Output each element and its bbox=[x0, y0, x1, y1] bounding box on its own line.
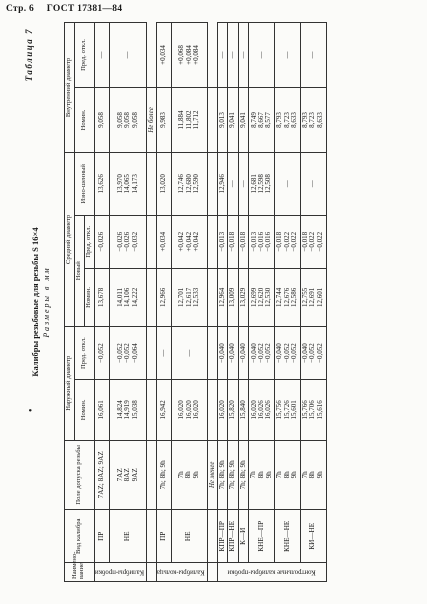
inner-nominal-value: 11,884 bbox=[177, 110, 186, 130]
note-row bbox=[146, 23, 156, 582]
middle-nominal-value: 14,222 bbox=[130, 287, 139, 308]
middle-deviation bbox=[156, 215, 171, 268]
tolerance-field-value: 7h bbox=[275, 471, 284, 479]
gauge-kind: К—И bbox=[238, 510, 249, 563]
middle-deviation-value: +0,042 bbox=[184, 231, 193, 252]
inner-nominal-value: 8,723 bbox=[308, 112, 317, 128]
middle-worn-value: 14,065 bbox=[123, 174, 132, 194]
inner-nominal bbox=[275, 87, 301, 152]
inner-deviation bbox=[249, 23, 275, 88]
middle-nominal bbox=[109, 268, 146, 326]
outer-nominal-value: 16,020 bbox=[191, 400, 200, 420]
middle-worn-value: 12,746 bbox=[177, 174, 186, 194]
middle-nominal-value: 12,744 bbox=[275, 287, 284, 308]
inner-nominal-value: 8,577 bbox=[264, 112, 273, 128]
outer-nominal-value: 15,840 bbox=[238, 400, 247, 420]
inner-nominal bbox=[238, 87, 249, 152]
rotated-table-sheet bbox=[24, 22, 404, 582]
middle-worn-value: — bbox=[238, 180, 247, 188]
middle-worn-value: 14,173 bbox=[130, 174, 139, 194]
gauge-kind: ПР bbox=[94, 510, 109, 563]
table-body bbox=[94, 23, 326, 582]
col-inner: Внутренний диаметр bbox=[65, 23, 75, 153]
outer-nominal-value: 16,020 bbox=[177, 400, 186, 420]
middle-nominal-value: 12,966 bbox=[159, 287, 168, 308]
middle-deviation-value: −0,018 bbox=[301, 231, 310, 252]
outer-deviation-value: −0,052 bbox=[115, 343, 124, 363]
col-middle-new: Новый bbox=[74, 215, 84, 326]
inner-deviation bbox=[300, 23, 326, 88]
middle-worn-value: 13,970 bbox=[115, 174, 124, 194]
middle-nominal-value: 14,011 bbox=[115, 287, 124, 307]
inner-deviation-value: — bbox=[217, 51, 226, 59]
tolerance-field-value: 7h bbox=[176, 471, 185, 479]
table-subtitle: Размеры в мм bbox=[42, 266, 51, 338]
outer-deviation-value: −0,040 bbox=[217, 343, 226, 363]
outer-nominal-value: 15,601 bbox=[290, 400, 299, 420]
outer-nominal bbox=[109, 380, 146, 440]
outer-deviation-value: −0,052 bbox=[282, 343, 291, 363]
col-name: Наимено-вание bbox=[65, 563, 95, 582]
page-number: Стр. 6 bbox=[6, 4, 35, 14]
middle-worn-value: 12,946 bbox=[217, 174, 226, 194]
middle-deviation-value: −0,022 bbox=[282, 231, 291, 252]
inner-deviation-value: — bbox=[257, 51, 266, 59]
col-inner-dev: Пред. откл. bbox=[74, 23, 94, 88]
note-cell: Не более bbox=[146, 87, 156, 152]
middle-deviation bbox=[249, 215, 275, 268]
tolerance-field bbox=[156, 440, 171, 510]
outer-nominal bbox=[238, 380, 249, 440]
middle-nominal-value: 12,676 bbox=[282, 287, 291, 308]
middle-worn-value: — bbox=[228, 180, 237, 188]
inner-nominal-value: 9,041 bbox=[228, 112, 237, 128]
inner-nominal bbox=[94, 87, 109, 152]
note-cell bbox=[207, 563, 217, 582]
outer-deviation-value: −0,052 bbox=[97, 343, 106, 363]
outer-nominal-value: 14,824 bbox=[115, 400, 124, 420]
middle-deviation-value: −0,026 bbox=[115, 231, 124, 252]
inner-deviation-value: — bbox=[97, 51, 106, 59]
note-cell bbox=[146, 268, 156, 326]
outer-deviation-value: — bbox=[184, 349, 193, 357]
middle-deviation-value: −0,022 bbox=[290, 231, 299, 252]
gauge-kind: НЕ bbox=[109, 510, 146, 563]
col-outer: Наружный диаметр bbox=[65, 326, 75, 440]
middle-worn-value: — bbox=[282, 180, 291, 188]
note-cell bbox=[146, 215, 156, 268]
group-label: Калибры-пробки bbox=[94, 563, 146, 582]
middle-worn bbox=[94, 152, 109, 215]
middle-nominal-value: 13,009 bbox=[228, 287, 237, 308]
middle-worn bbox=[275, 152, 301, 215]
note-cell bbox=[146, 563, 156, 582]
middle-nominal-value: 12,601 bbox=[315, 287, 324, 308]
page-header bbox=[6, 4, 421, 20]
inner-nominal-value: 9,058 bbox=[97, 112, 106, 128]
outer-nominal-value: 16,942 bbox=[159, 400, 168, 420]
outer-deviation bbox=[217, 326, 228, 379]
outer-deviation bbox=[171, 326, 207, 379]
tolerance-field bbox=[217, 440, 228, 510]
middle-deviation-value: −0,022 bbox=[308, 231, 317, 252]
middle-nominal-value: 12,620 bbox=[257, 287, 266, 308]
tolerance-field-value: 9h bbox=[264, 471, 273, 479]
note-cell: Не менее bbox=[207, 440, 217, 510]
middle-nominal-value: 14,106 bbox=[123, 287, 132, 308]
table-row bbox=[109, 23, 146, 582]
inner-nominal bbox=[217, 87, 228, 152]
outer-deviation-value: −0,040 bbox=[249, 343, 258, 363]
table-row bbox=[238, 23, 249, 582]
outer-nominal-value: 15,616 bbox=[315, 400, 324, 420]
outer-nominal-value: 15,820 bbox=[228, 400, 237, 420]
note-cell bbox=[207, 510, 217, 563]
table-row bbox=[300, 23, 326, 582]
inner-deviation bbox=[228, 23, 239, 88]
tolerance-field-value: 7h bbox=[300, 471, 309, 479]
tolerance-field-value: 9h bbox=[290, 471, 299, 479]
standard-number: ГОСТ 17381—84 bbox=[46, 4, 123, 14]
inner-deviation-value: — bbox=[308, 51, 317, 59]
middle-deviation-value: −0,026 bbox=[97, 231, 106, 252]
inner-nominal-value: 8,723 bbox=[282, 112, 291, 128]
middle-nominal bbox=[156, 268, 171, 326]
gauge-kind: КИ—НЕ bbox=[300, 510, 326, 563]
tolerance-field-value: 7AZ bbox=[115, 468, 124, 482]
tolerance-field-value: 7h bbox=[249, 471, 258, 479]
outer-nominal-value: 16,026 bbox=[264, 400, 273, 420]
inner-nominal-value: 11,712 bbox=[191, 110, 200, 130]
inner-nominal bbox=[171, 87, 207, 152]
middle-deviation-value: −0,016 bbox=[257, 231, 266, 252]
outer-nominal-value: 16,026 bbox=[257, 400, 266, 420]
middle-deviation bbox=[217, 215, 228, 268]
inner-nominal-value: 8,633 bbox=[290, 112, 299, 128]
middle-worn bbox=[238, 152, 249, 215]
note-cell bbox=[146, 326, 156, 379]
inner-nominal-value: 9,983 bbox=[159, 112, 168, 128]
note-cell bbox=[207, 152, 217, 215]
tolerance-field bbox=[238, 440, 249, 510]
inner-deviation bbox=[217, 23, 228, 88]
note-cell bbox=[207, 87, 217, 152]
inner-nominal bbox=[300, 87, 326, 152]
outer-deviation bbox=[300, 326, 326, 379]
tolerance-field-value: 9h bbox=[315, 471, 324, 479]
middle-nominal bbox=[228, 268, 239, 326]
middle-nominal-value: 12,964 bbox=[217, 287, 226, 308]
middle-nominal-value: 12,755 bbox=[301, 287, 310, 308]
middle-nominal-value: 13,678 bbox=[97, 287, 106, 308]
col-field: Поле допуска резьбы bbox=[65, 440, 95, 510]
tolerance-field bbox=[275, 440, 301, 510]
middle-nominal bbox=[171, 268, 207, 326]
middle-deviation bbox=[238, 215, 249, 268]
middle-worn-value: — bbox=[308, 180, 317, 188]
note-cell bbox=[207, 326, 217, 379]
middle-deviation bbox=[275, 215, 301, 268]
inner-deviation-value: +0,084 bbox=[191, 45, 200, 65]
outer-nominal-value: 16,061 bbox=[97, 400, 106, 420]
middle-worn-value: 13,626 bbox=[97, 174, 106, 194]
tolerance-field-value: 7AZ; 8AZ; 9AZ bbox=[97, 451, 106, 499]
middle-worn-value: 13,020 bbox=[159, 174, 168, 194]
middle-nominal-value: 12,617 bbox=[184, 287, 193, 308]
middle-deviation-value: −0,018 bbox=[238, 231, 247, 252]
outer-nominal-value: 15,706 bbox=[308, 400, 317, 420]
outer-nominal bbox=[249, 380, 275, 440]
note-cell bbox=[207, 380, 217, 440]
outer-deviation-value: −0,040 bbox=[275, 343, 284, 363]
col-inner-nom: Номин. bbox=[74, 87, 94, 152]
col-middle: Средний диаметр bbox=[65, 152, 75, 326]
gauge-kind: КПР—НЕ bbox=[228, 510, 239, 563]
inner-nominal bbox=[109, 87, 146, 152]
outer-nominal-value: 14,919 bbox=[123, 400, 132, 420]
inner-nominal-value: 8,793 bbox=[275, 112, 284, 128]
middle-deviation bbox=[94, 215, 109, 268]
tolerance-field bbox=[300, 440, 326, 510]
table-label: Таблица 7 bbox=[24, 28, 34, 82]
inner-nominal bbox=[228, 87, 239, 152]
middle-deviation-value: −0,016 bbox=[264, 231, 273, 252]
inner-deviation-value: — bbox=[282, 51, 291, 59]
tolerance-field-value: 8h bbox=[184, 471, 193, 479]
col-middle-worn: Изно-шенный bbox=[74, 152, 94, 215]
inner-deviation bbox=[109, 23, 146, 88]
table-row bbox=[275, 23, 301, 582]
note-cell bbox=[207, 215, 217, 268]
outer-deviation bbox=[156, 326, 171, 379]
col-outer-dev: Пред. откл. bbox=[74, 326, 94, 379]
outer-nominal-value: 15,756 bbox=[275, 400, 284, 420]
middle-nominal bbox=[249, 268, 275, 326]
middle-worn bbox=[109, 152, 146, 215]
inner-deviation-value: — bbox=[238, 51, 247, 59]
outer-deviation-value: −0,052 bbox=[315, 343, 324, 363]
middle-worn bbox=[217, 152, 228, 215]
table-row bbox=[228, 23, 239, 582]
table-title: Калибры резьбовые для резьбы S 16×4 bbox=[30, 227, 40, 377]
tolerance-field bbox=[94, 440, 109, 510]
tolerance-field bbox=[249, 440, 275, 510]
outer-deviation-value: −0,040 bbox=[238, 343, 247, 363]
middle-worn-value: 12,680 bbox=[184, 174, 193, 194]
outer-nominal-value: 15,038 bbox=[130, 400, 139, 420]
inner-nominal-value: 9,058 bbox=[123, 112, 132, 128]
table-row bbox=[217, 23, 228, 582]
inner-nominal-value: 9,058 bbox=[115, 112, 124, 128]
note-cell bbox=[146, 510, 156, 563]
middle-deviation bbox=[228, 215, 239, 268]
inner-deviation bbox=[171, 23, 207, 88]
inner-deviation bbox=[94, 23, 109, 88]
inner-nominal-value: 9,041 bbox=[238, 112, 247, 128]
outer-nominal-value: 16,020 bbox=[184, 400, 193, 420]
middle-nominal bbox=[238, 268, 249, 326]
col-outer-nom: Номин. bbox=[74, 380, 94, 440]
table-row bbox=[94, 23, 109, 582]
outer-nominal bbox=[156, 380, 171, 440]
tolerance-field-value: 9h bbox=[191, 471, 200, 479]
tolerance-field bbox=[171, 440, 207, 510]
middle-nominal bbox=[300, 268, 326, 326]
middle-nominal-value: 12,691 bbox=[308, 287, 317, 308]
note-row bbox=[207, 23, 217, 582]
outer-deviation-value: −0,052 bbox=[290, 343, 299, 363]
group-label: Калибры-кольца bbox=[156, 563, 207, 582]
outer-deviation bbox=[238, 326, 249, 379]
outer-deviation-value: −0,052 bbox=[123, 343, 132, 363]
col-middle-dev: Пред. откл. bbox=[84, 215, 94, 268]
gauge-table bbox=[64, 22, 327, 582]
group-label: Контрольные калибры-пробки bbox=[217, 563, 326, 582]
middle-deviation-value: −0,013 bbox=[217, 231, 226, 252]
inner-nominal-value: 11,802 bbox=[184, 110, 193, 130]
middle-nominal-value: 12,699 bbox=[249, 287, 258, 308]
inner-deviation bbox=[275, 23, 301, 88]
inner-nominal-value: 9,058 bbox=[130, 112, 139, 128]
middle-deviation bbox=[300, 215, 326, 268]
outer-deviation-value: −0,040 bbox=[228, 343, 237, 363]
outer-nominal bbox=[94, 380, 109, 440]
gauge-kind: КНЕ—ПР bbox=[249, 510, 275, 563]
gauge-kind: ПР bbox=[156, 510, 171, 563]
middle-nominal-value: 12,530 bbox=[264, 287, 273, 308]
bullet-mark: • bbox=[26, 408, 37, 412]
middle-nominal-value: 12,533 bbox=[191, 287, 200, 308]
outer-nominal-value: 16,020 bbox=[217, 400, 226, 420]
middle-deviation-value: −0,022 bbox=[315, 231, 324, 252]
tolerance-field-value: 8h bbox=[308, 471, 317, 479]
middle-nominal bbox=[217, 268, 228, 326]
middle-deviation-value: +0,042 bbox=[191, 231, 200, 252]
tolerance-field-value: 7h; 8h; 9h bbox=[159, 460, 168, 490]
middle-nominal-value: 13,029 bbox=[238, 287, 247, 308]
tolerance-field bbox=[228, 440, 239, 510]
gauge-kind: КНЕ—НЕ bbox=[275, 510, 301, 563]
inner-nominal-value: 9,013 bbox=[217, 112, 226, 128]
outer-nominal-value: 15,726 bbox=[282, 400, 291, 420]
tolerance-field-value: 7h; 8h; 9h bbox=[217, 460, 226, 490]
gauge-kind: КПР—ПР bbox=[217, 510, 228, 563]
middle-worn-value: 12,590 bbox=[191, 174, 200, 194]
inner-deviation-value: — bbox=[123, 51, 132, 59]
middle-nominal bbox=[94, 268, 109, 326]
outer-nominal bbox=[275, 380, 301, 440]
tolerance-field-value: 7h; 8h; 9h bbox=[228, 460, 237, 490]
tolerance-field-value: 9AZ bbox=[130, 468, 139, 482]
middle-worn bbox=[249, 152, 275, 215]
outer-deviation-value: −0,052 bbox=[264, 343, 273, 363]
col-kind: Вид калибра bbox=[65, 510, 95, 563]
note-cell bbox=[146, 152, 156, 215]
middle-worn bbox=[171, 152, 207, 215]
middle-worn-value: 12,598 bbox=[257, 174, 266, 194]
inner-nominal bbox=[156, 87, 171, 152]
middle-nominal-value: 12,586 bbox=[290, 287, 299, 308]
outer-nominal bbox=[217, 380, 228, 440]
outer-nominal-value: 16,020 bbox=[249, 400, 258, 420]
middle-deviation bbox=[171, 215, 207, 268]
middle-deviation-value: −0,032 bbox=[130, 231, 139, 252]
middle-deviation-value: −0,013 bbox=[249, 231, 258, 252]
col-middle-nom: Номин. bbox=[84, 268, 94, 326]
inner-deviation bbox=[156, 23, 171, 88]
inner-nominal bbox=[249, 87, 275, 152]
outer-deviation bbox=[249, 326, 275, 379]
tolerance-field bbox=[109, 440, 146, 510]
inner-deviation-value: +0,068 bbox=[177, 45, 186, 65]
tolerance-field-value: 8AZ bbox=[123, 468, 132, 482]
middle-nominal-value: 12,701 bbox=[177, 287, 186, 308]
tolerance-field-value: 7h; 8h; 9h bbox=[238, 460, 247, 490]
middle-deviation-value: −0,018 bbox=[228, 231, 237, 252]
middle-worn-value: 12,508 bbox=[264, 174, 273, 194]
outer-nominal bbox=[300, 380, 326, 440]
table-row bbox=[249, 23, 275, 582]
outer-deviation-value: −0,052 bbox=[308, 343, 317, 363]
outer-nominal bbox=[171, 380, 207, 440]
outer-nominal-value: 15,766 bbox=[301, 400, 310, 420]
note-cell bbox=[207, 268, 217, 326]
outer-deviation-value: −0,064 bbox=[130, 343, 139, 363]
outer-deviation bbox=[228, 326, 239, 379]
note-cell bbox=[146, 440, 156, 510]
middle-worn bbox=[228, 152, 239, 215]
inner-nominal-value: 8,793 bbox=[301, 112, 310, 128]
outer-deviation-value: −0,040 bbox=[301, 343, 310, 363]
inner-nominal-value: 8,667 bbox=[257, 112, 266, 128]
middle-deviation bbox=[109, 215, 146, 268]
inner-deviation-value: — bbox=[228, 51, 237, 59]
outer-deviation bbox=[94, 326, 109, 379]
middle-nominal bbox=[275, 268, 301, 326]
inner-deviation-value: +0,084 bbox=[184, 45, 193, 65]
table-row bbox=[171, 23, 207, 582]
inner-deviation bbox=[238, 23, 249, 88]
inner-deviation-value: +0,034 bbox=[159, 45, 168, 65]
middle-deviation-value: +0,034 bbox=[159, 231, 168, 252]
tolerance-field-value: 8h bbox=[282, 471, 291, 479]
table-row bbox=[156, 23, 171, 582]
outer-deviation bbox=[109, 326, 146, 379]
gauge-kind: НЕ bbox=[171, 510, 207, 563]
outer-nominal bbox=[228, 380, 239, 440]
note-cell bbox=[146, 380, 156, 440]
inner-nominal-value: 8,749 bbox=[249, 112, 258, 128]
outer-deviation-value: −0,052 bbox=[257, 343, 266, 363]
inner-nominal-value: 8,633 bbox=[315, 112, 324, 128]
middle-worn bbox=[156, 152, 171, 215]
tolerance-field-value: 8h bbox=[257, 471, 265, 479]
middle-deviation-value: −0,018 bbox=[275, 231, 284, 252]
middle-deviation-value: +0,042 bbox=[177, 231, 186, 252]
middle-deviation-value: −0,026 bbox=[123, 231, 132, 252]
outer-deviation-value: — bbox=[159, 349, 168, 357]
middle-worn-value: 12,681 bbox=[249, 174, 258, 194]
outer-deviation bbox=[275, 326, 301, 379]
middle-worn bbox=[300, 152, 326, 215]
